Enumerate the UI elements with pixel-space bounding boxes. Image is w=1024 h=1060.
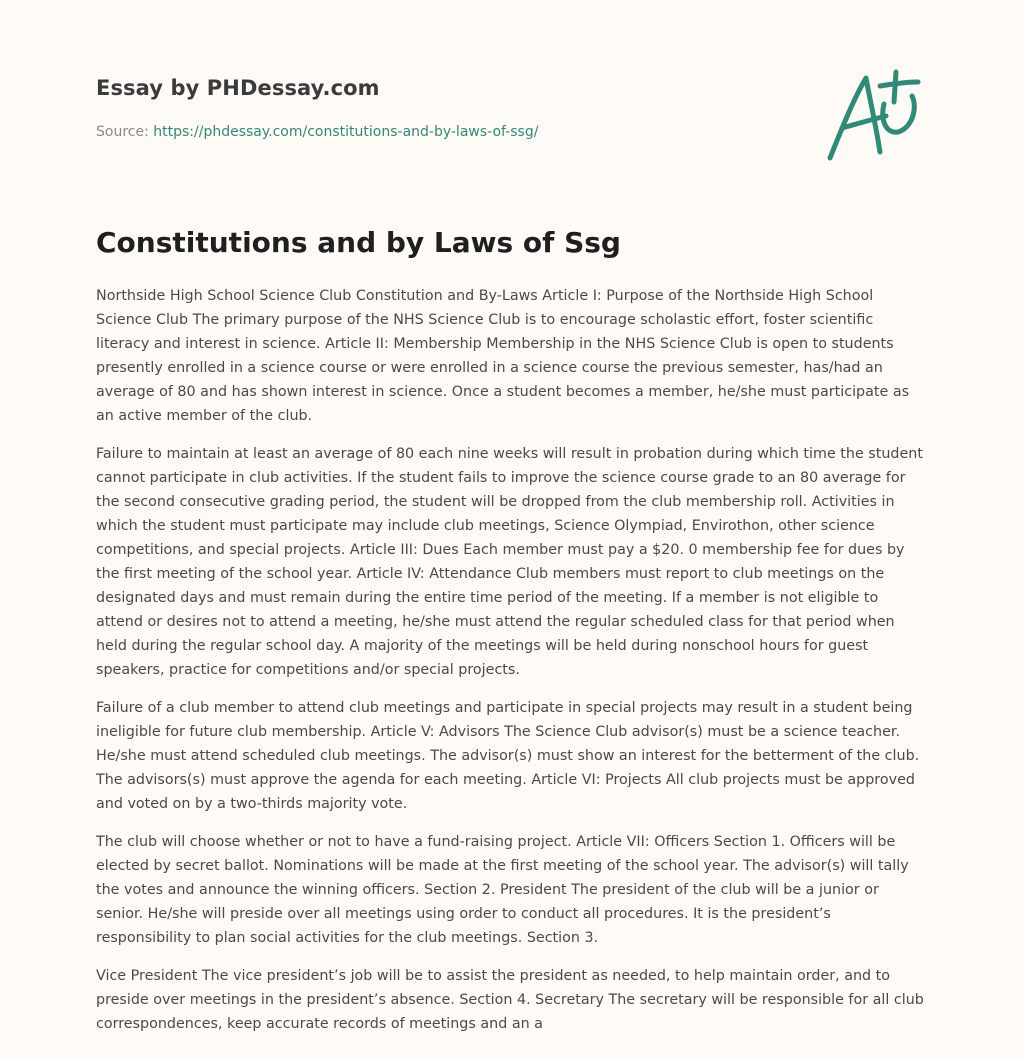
body-paragraph: Vice President The vice president’s job will be to assist the president as needed, to help maintain order, and to preside over meetings in the president’s absence. Section 4. Secretary The secretary will be responsible for all club correspondences, keep accurate records of meetings and an a — [96, 968, 924, 1032]
document-body — [96, 284, 928, 1050]
body-paragraph: Northside High School Science Club Constitution and By-Laws Article I: Purpose of the Northside High School Science Club The primary purpose of the NHS Science Club is to encourage scholastic effort, foster scientific literacy and interest in science. Article II: Membership Membership in the NHS Science Club is open to students presently enrolled in a science course or were enrolled in a science course the previous semester, has/had an average of 80 and has shown interest in science. Once a student becomes a member, he/she must participate as an active member of the club. — [96, 288, 910, 424]
document-title: Constitutions and by Laws of Ssg — [96, 226, 621, 259]
body-paragraph: The club will choose whether or not to have a fund-raising project. Article VII: Officers Section 1. Officers will be elected by secret ballot. Nominations will be made at the first meeting of the school year. The advisor(s) will tally the votes and announce the winning officers. Section 2. President The president of the club will be a junior or senior. He/she will preside over all meetings using order to conduct all procedures. It is the president’s responsibility to plan social activities for the club meetings. Section 3. — [96, 834, 909, 946]
body-paragraph: Failure to maintain at least an average of 80 each nine weeks will result in probation during which time the student cannot participate in club activities. If the student fails to improve the science course grade to an 80 average for the second consecutive grading period, the student will be dropped from the club membership roll. Activities in which the student must participate may include club meetings, Science Olympiad, Envirothon, other science competitions, and special projects. Article III: Dues Each member must pay a $20. 0 membership fee for dues by the first meeting of the school year. Article IV: Attendance Club members must report to club meetings on the designated days and must remain during the entire time period of the meeting. If a member is not eligible to attend or desires not to attend a meeting, he/she must attend the regular scheduled class for that period when held during the regular school day. A majority of the meetings will be held during nonschool hours for guest speakers, practice for competitions and/or special projects. — [96, 446, 923, 678]
a-plus-logo-icon — [826, 68, 926, 164]
source-label: Source: — [96, 124, 149, 140]
site-brand: Essay by PHDessay.com — [96, 76, 380, 100]
body-paragraph: Failure of a club member to attend club meetings and participate in special projects may result in a student being ineligible for future club membership. Article V: Advisors The Science Club advisor(s) must be a science teacher. He/she must attend scheduled club meetings. The advisor(s) must show an interest for the betterment of the club. The advisors(s) must approve the agenda for each meeting. Article VI: Projects All club projects must be approved and voted on by a two-thirds majority vote. — [96, 700, 920, 812]
source-link[interactable]: https://phdessay.com/constitutions-and-by-laws-of-ssg/ — [153, 124, 539, 140]
source-line — [96, 124, 538, 140]
